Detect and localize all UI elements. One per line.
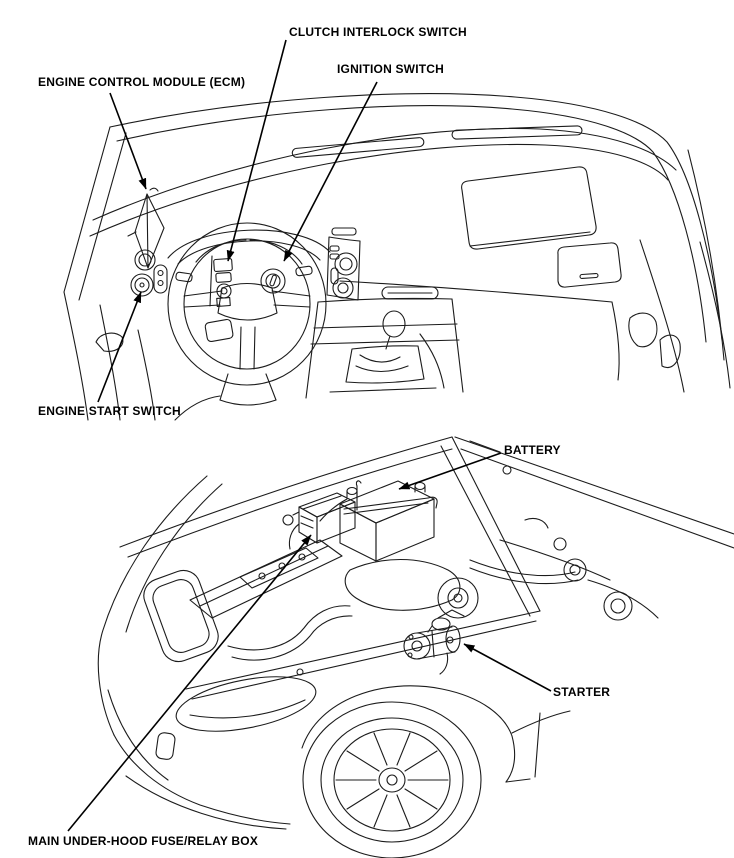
label-battery: BATTERY [504,443,561,457]
leader-battery [399,453,501,489]
leader-fuse-relay-box [68,535,311,831]
ecm-part [128,188,164,268]
engine-bay-diagram [98,437,734,858]
label-starter: STARTER [553,685,611,699]
clutch-pedal [205,319,234,342]
label-clutch-interlock-switch: CLUTCH INTERLOCK SWITCH [289,25,467,39]
dashboard-diagram [64,94,730,420]
shift-knob [383,311,405,337]
label-main-under-hood-fuse-relay-box: MAIN UNDER-HOOD FUSE/RELAY BOX [28,834,259,848]
label-ecm: ENGINE CONTROL MODULE (ECM) [38,75,246,89]
starter-part [404,610,464,674]
leader-ignition-switch [284,82,377,261]
leader-ecm [110,93,146,189]
leader-lines [68,40,551,831]
leader-starter [464,644,551,691]
ignition-switch-part [261,269,285,293]
label-engine-start-switch: ENGINE START SWITCH [38,404,181,418]
leader-clutch-interlock-switch [228,40,286,261]
front-wheel [303,702,481,858]
leader-engine-start-switch [98,292,141,402]
steering-wheel [168,223,326,385]
label-ignition-switch: IGNITION SWITCH [337,62,444,76]
clutch-interlock-switch-part [210,256,232,306]
engine-start-switch-part [131,274,153,296]
